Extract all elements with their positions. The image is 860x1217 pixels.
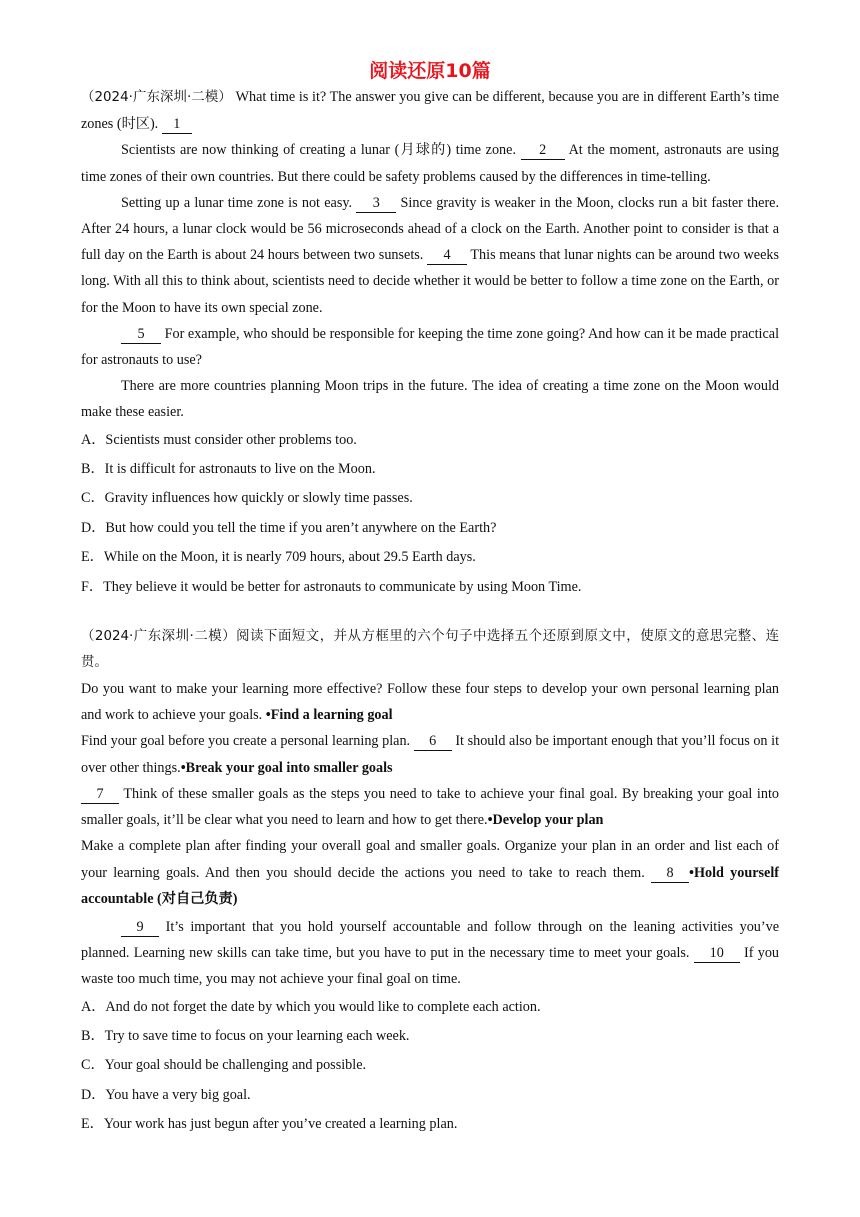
blank-3[interactable]: 3 xyxy=(356,194,396,213)
option-e: E．While on the Moon, it is nearly 709 hours, about 29.5 Earth days. xyxy=(81,549,476,566)
section-heading-3: •Develop your plan xyxy=(487,812,604,829)
section-heading-1: •Find a learning goal xyxy=(265,707,393,724)
passage2-step-1 xyxy=(81,728,779,780)
blank-5[interactable]: 5 xyxy=(121,325,161,344)
passage-1 xyxy=(81,84,779,602)
option-e: E．Your work has just begun after you’ve created a learning plan. xyxy=(81,1116,458,1133)
passage1-intro xyxy=(81,84,779,137)
passage2-intro xyxy=(81,676,779,728)
option-c: C．Gravity influences how quickly or slowly time passes. xyxy=(81,490,413,507)
paragraph-text: Think of these smaller goals as the steps you need to take to achieve your final goal. By breaking your goal into smaller goals, it’ll be clear what you need to learn and how to get there. xyxy=(81,785,779,829)
paragraph-text: Scientists are now thinking of creating a lunar (月球的) time zone. xyxy=(121,142,516,159)
paragraph-text: At the moment, astronauts are using time zones of their own countries. But there could be safety problems caused by the differences in time-telling. xyxy=(81,142,780,185)
blank-9[interactable]: 9 xyxy=(121,918,159,937)
paragraph-text: For example, who should be responsible for keeping the time zone going? And how can it be made practical for astronauts to use? xyxy=(81,325,780,369)
blank-1[interactable]: 1 xyxy=(162,115,192,134)
paragraph-text: It’s important that you hold yourself accountable and follow through on the leaning activities you’ve planned. Learning new skills can take time, but you have to put in the necessary time to meet your goals. xyxy=(81,918,779,962)
page-title: 阅读还原10篇 xyxy=(369,60,491,82)
option-b: B．Try to save time to focus on your learning each week. xyxy=(81,1027,410,1044)
paragraph-text: Make a complete plan after finding your overall goal and smaller goals. Organize your plan in an order and list each of your learning goals. And then you should decide the actions you need to take to reach them. xyxy=(81,838,779,881)
paragraph-text: Setting up a lunar time zone is not easy. xyxy=(121,194,353,211)
passage2-step-3 xyxy=(81,833,779,912)
document-page xyxy=(81,58,779,1140)
blank-7[interactable]: 7 xyxy=(81,785,119,804)
intro-text: What time is it? The answer you give can be different, because you are in different Earth’s time zones (时区). xyxy=(81,89,780,133)
passage2-options xyxy=(81,993,779,1140)
source-label: （2024·广东深圳·二模） xyxy=(81,90,232,105)
option-a: A．And do not forget the date by which you would like to complete each action. xyxy=(81,998,541,1015)
paragraph-text: This means that lunar nights can be around two weeks long. With all this to think about, scientists need to decide whether it would be better to follow a time zone on the Earth, or for the Moon to have its own special zone. xyxy=(81,247,780,316)
option-d: D．You have a very big goal. xyxy=(81,1086,251,1103)
paragraph-text: Do you want to make your learning more effective? Follow these four steps to develop your own personal learning plan and work to achieve your goals. xyxy=(81,681,779,724)
passage1-options xyxy=(81,426,779,602)
blank-6[interactable]: 6 xyxy=(414,732,452,751)
passage2-step-2 xyxy=(81,781,779,833)
section-heading-4: •Hold yourself accountable (对自己负责) xyxy=(81,864,780,907)
passage1-paragraph-5: There are more countries planning Moon trips in the future. The idea of creating a time zone on the Moon would make these easier. xyxy=(81,378,779,421)
passage1-paragraph-2 xyxy=(81,137,779,189)
passage2-instruction: （2024·广东深圳·二模）阅读下面短文，并从方框里的六个句子中选择五个还原到原文中，使原文的意思完整、连贯。 xyxy=(81,629,779,671)
blank-2[interactable]: 2 xyxy=(521,141,565,160)
passage-2 xyxy=(81,624,779,1139)
blank-8[interactable]: 8 xyxy=(651,864,689,883)
paragraph-text: Since gravity is weaker in the Moon, clocks run a bit faster there. After 24 hours, a lunar clock would be 56 microseconds ahead of a clock on the Earth. Another point to consider is that a full day on the Earth is about 24 hours between two sunsets. xyxy=(81,194,780,264)
option-b: B．It is difficult for astronauts to live on the Moon. xyxy=(81,461,376,478)
passage2-step-4 xyxy=(81,914,779,993)
blank-10[interactable]: 10 xyxy=(694,944,740,963)
option-c: C．Your goal should be challenging and possible. xyxy=(81,1057,367,1074)
paragraph-text: Find your goal before you create a personal learning plan. xyxy=(81,733,411,750)
paragraph-text: If you waste too much time, you may not achieve your final goal on time. xyxy=(81,945,780,988)
passage1-paragraph-3 xyxy=(81,190,779,321)
passage1-paragraph-4 xyxy=(81,321,779,373)
blank-4[interactable]: 4 xyxy=(427,246,467,265)
option-d: D．But how could you tell the time if you aren’t anywhere on the Earth? xyxy=(81,519,497,536)
paragraph-text: It should also be important enough that you’ll focus on it over other things. xyxy=(81,733,780,776)
section-heading-2: •Break your goal into smaller goals xyxy=(180,759,393,776)
option-f: F．They believe it would be better for astronauts to communicate by using Moon Time. xyxy=(81,578,582,595)
option-a: A．Scientists must consider other problems too. xyxy=(81,431,357,448)
